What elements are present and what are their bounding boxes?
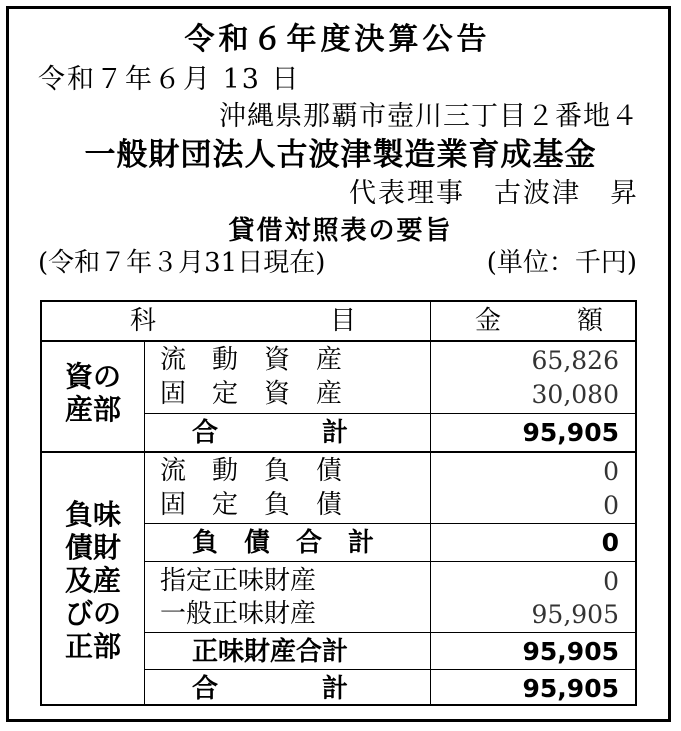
net-assets-total-value: 95,905 <box>522 637 619 666</box>
divider <box>144 669 635 670</box>
liability-row-value: 0 <box>603 457 619 486</box>
notice-date: 令和７年６月 13 日 <box>38 64 301 95</box>
assets-total-label: 合 計 <box>192 418 349 448</box>
liability-row-label: 流 動 負 債 <box>160 456 343 486</box>
net-asset-row-value: 0 <box>603 567 619 596</box>
liability-row-label: 固 定 負 債 <box>160 490 343 520</box>
divider <box>144 523 635 524</box>
asset-row-label: 流 動 資 産 <box>160 345 343 375</box>
assets-section-label: 資の 産部 <box>64 360 121 426</box>
net-asset-row-label: 一般正味財産 <box>160 599 317 629</box>
liabilities-total-value: 0 <box>601 528 619 557</box>
balance-sheet-subtitle: 貸借対照表の要旨 <box>228 216 453 246</box>
header-kingaku-1: 金 <box>475 306 503 336</box>
net-asset-row-value: 95,905 <box>531 600 619 629</box>
asset-row-label: 固 定 資 産 <box>160 379 343 409</box>
liabilities-net-assets-section-label: 負味 債財 及産 びの 正部 <box>64 498 121 663</box>
assets-total-value: 95,905 <box>522 418 619 447</box>
divider <box>144 413 635 414</box>
net-asset-row-label: 指定正味財産 <box>160 566 317 596</box>
divider <box>430 302 431 706</box>
asset-row-value: 65,826 <box>531 346 619 375</box>
header-kingaku-2: 額 <box>577 306 605 336</box>
balance-sheet-table <box>40 300 637 706</box>
header-kamoku-2: 目 <box>330 306 358 336</box>
grand-total-value: 95,905 <box>522 674 619 703</box>
asset-row-value: 30,080 <box>531 380 619 409</box>
liability-row-value: 0 <box>603 491 619 520</box>
divider <box>144 561 635 562</box>
divider <box>42 451 635 453</box>
liabilities-total-label: 負 債 合 計 <box>192 528 375 558</box>
notice-title: 令和６年度決算公告 <box>184 22 491 57</box>
header-kamoku-1: 科 <box>130 306 158 336</box>
divider <box>42 340 635 342</box>
grand-total-label: 合 計 <box>192 674 349 704</box>
divider <box>144 632 635 633</box>
as-of-date: (令和７年３月31日現在) <box>38 248 326 278</box>
address: 沖縄県那覇市壺川三丁目２番地４ <box>219 101 639 132</box>
representative: 代表理事 古波津 昇 <box>349 178 639 209</box>
organization-name: 一般財団法人古波津製造業育成基金 <box>84 137 597 173</box>
net-assets-total-label: 正味財産合計 <box>192 637 349 667</box>
unit-label: (単位：千円) <box>486 248 637 278</box>
